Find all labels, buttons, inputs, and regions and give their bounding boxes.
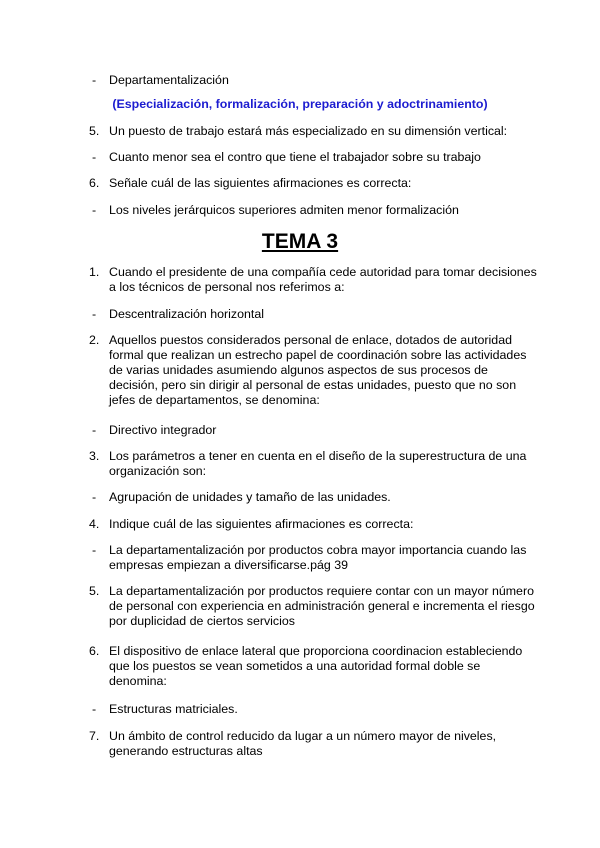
bullet-marker: - bbox=[92, 423, 97, 437]
item-text-line: Cuanto menor sea el contro que tiene el trabajador sobre su trabajo bbox=[109, 150, 481, 164]
item-text-line: de personal con experiencia en administración general e incrementa el riesgo bbox=[109, 599, 535, 613]
item-text-line: jefes de departamentos, se denomina: bbox=[109, 393, 320, 407]
item-text-line: empresas empiezan a diversificarse.pág 39 bbox=[109, 558, 348, 572]
item-text-line: Un ámbito de control reducido da lugar a un número mayor de niveles, bbox=[109, 729, 497, 743]
number-marker: 4. bbox=[89, 517, 100, 531]
item-text-line: generando estructuras altas bbox=[109, 744, 263, 758]
item-text-line: Aquellos puestos considerados personal de enlace, dotados de autoridad bbox=[109, 333, 512, 347]
item-text-line: que los puestos se vean sometidos a una autoridad formal doble se bbox=[109, 659, 481, 673]
number-marker: 5. bbox=[89, 584, 100, 598]
number-marker: 2. bbox=[89, 333, 100, 347]
item-text-line: de varias unidades asumiendo algunos aspectos de sus procesos de bbox=[109, 363, 488, 377]
item-text-line: El dispositivo de enlace lateral que proporciona coordinacion estableciendo bbox=[109, 644, 523, 658]
item-text-line: por duplicidad de ciertos servicios bbox=[109, 614, 295, 628]
bullet-marker: - bbox=[92, 490, 97, 504]
number-marker: 3. bbox=[89, 449, 100, 463]
item-text-line: La departamentalización por productos requiere contar con un mayor número bbox=[109, 584, 534, 598]
item-text-line: Cuando el presidente de una compañía cede autoridad para tomar decisiones bbox=[109, 265, 537, 279]
item-text-line: Un puesto de trabajo estará más especializado en su dimensión vertical: bbox=[109, 124, 508, 138]
number-marker: 6. bbox=[89, 644, 100, 658]
bullet-marker: - bbox=[92, 543, 97, 557]
number-marker: 6. bbox=[89, 176, 100, 190]
item-text-line: Directivo integrador bbox=[109, 423, 217, 437]
item-text-line: Señale cuál de las siguientes afirmaciones es correcta: bbox=[109, 176, 412, 190]
page-title: TEMA 3 bbox=[261, 230, 339, 253]
item-text-line: Los niveles jerárquicos superiores admiten menor formalización bbox=[109, 203, 459, 217]
item-text-line: Agrupación de unidades y tamaño de las unidades. bbox=[109, 490, 391, 504]
bullet-marker: - bbox=[92, 73, 97, 87]
number-marker: 1. bbox=[89, 265, 100, 279]
item-text-line: Departamentalización bbox=[109, 73, 229, 87]
item-text-line: Descentralización horizontal bbox=[109, 307, 264, 321]
item-text-line: denomina: bbox=[109, 674, 167, 688]
bullet-marker: - bbox=[92, 307, 97, 321]
bullet-marker: - bbox=[92, 150, 97, 164]
item-text-line: Los parámetros a tener en cuenta en el diseño de la superestructura de una bbox=[109, 449, 527, 463]
number-marker: 5. bbox=[89, 124, 100, 138]
item-text-line: Estructuras matriciales. bbox=[109, 702, 238, 716]
item-text-line: Indique cuál de las siguientes afirmaciones es correcta: bbox=[109, 517, 414, 531]
item-text-line: formal que realizan un estrecho papel de coordinación sobre las actividades bbox=[109, 348, 527, 362]
item-text-line: organización son: bbox=[109, 464, 207, 478]
section-header: (Especialización, formalización, preparación y adoctrinamiento) bbox=[112, 97, 488, 111]
bullet-marker: - bbox=[92, 702, 97, 716]
item-text-line: La departamentalización por productos cobra mayor importancia cuando las bbox=[109, 543, 527, 557]
item-text-line: decisión, pero sin dirigir al personal de estas unidades, puesto que no son bbox=[109, 378, 517, 392]
bullet-marker: - bbox=[92, 203, 97, 217]
item-text-line: a los técnicos de personal nos referimos a: bbox=[109, 280, 345, 294]
number-marker: 7. bbox=[89, 729, 100, 743]
